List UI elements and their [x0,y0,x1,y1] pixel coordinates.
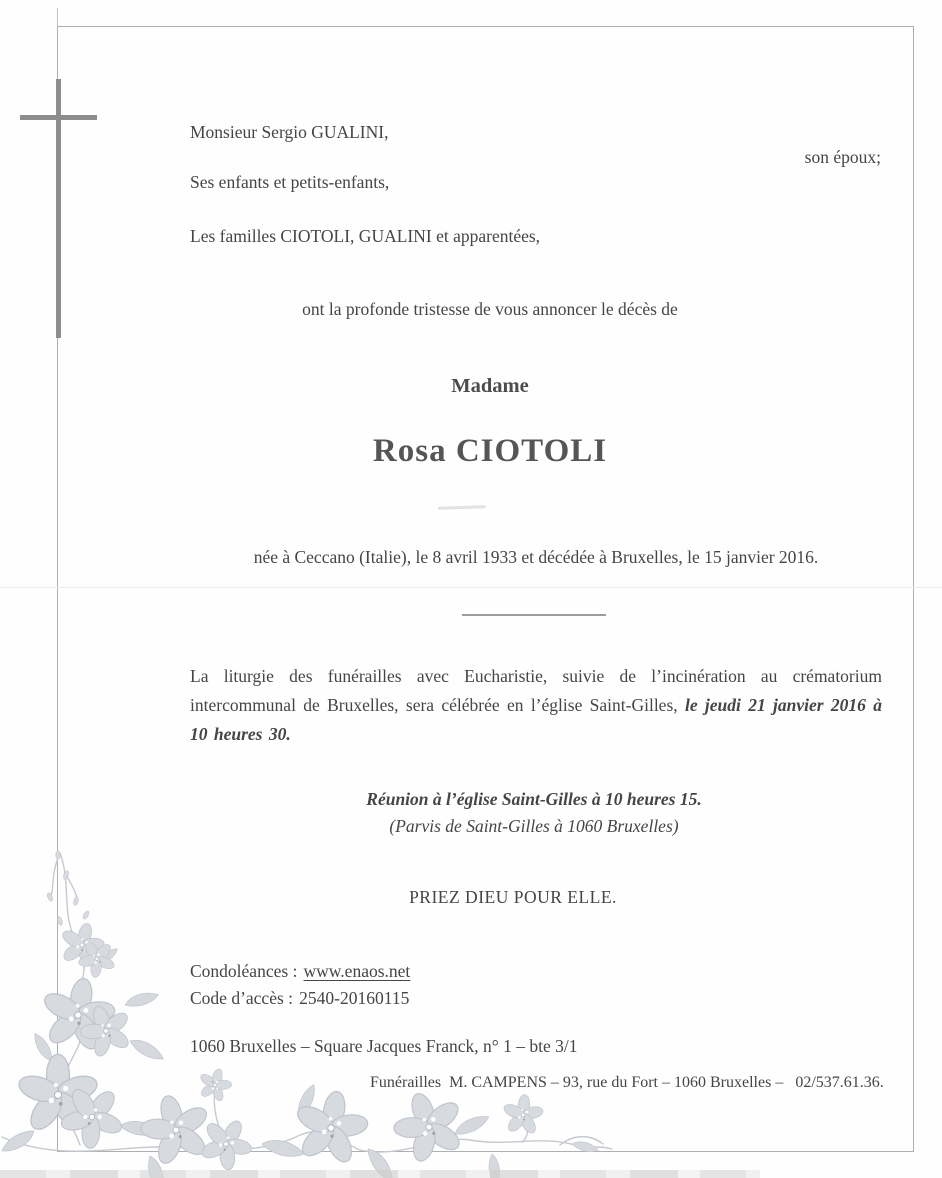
liturgy-paragraph [190,662,882,749]
families-line: Les familles CIOTOLI, GUALINI et apparentées, [190,226,541,246]
civility-title: Madame [451,375,529,397]
access-code-label: Code d’accès : [190,988,294,1008]
meeting-line: Réunion à l’église Saint-Gilles à 10 heures 15. [366,789,702,809]
children-line: Ses enfants et petits-enfants, [190,172,390,192]
condolences-label: Condoléances : [190,961,298,981]
condolences-url: www.enaos.net [303,961,411,981]
meeting-location-line: (Parvis de Saint-Gilles à 1060 Bruxelles) [389,816,679,836]
deceased-name: Rosa CIOTOLI [372,433,608,469]
spouse-name-line: Monsieur Sergio GUALINI, [190,122,389,142]
scan-artifact-line [0,587,942,588]
announcement-intro: ont la profonde tristesse de vous annoncer le décès de [302,299,678,319]
liturgy-date-highlight: le jeudi 21 janvier 2016 à 10 heures 30. [190,695,883,744]
family-address-line: 1060 Bruxelles – Square Jacques Franck, n° 1 – bte 3/1 [190,1036,578,1056]
access-code-value: 2540-20160115 [299,988,410,1008]
spouse-relation-line: son époux; [804,147,881,167]
floral-decoration [0,845,620,1178]
section-divider [462,614,606,616]
prayer-line: PRIEZ DIEU POUR ELLE. [409,887,617,907]
liturgy-text: La liturgie des funérailles avec Eucharistie, suivie de l’incinération au crématorium intercommunal de Bruxelles, sera célébrée en l’église Saint-Gilles, [190,666,882,715]
scan-fold-line [57,8,58,26]
life-dates-line: née à Ceccano (Italie), le 8 avril 1933 et décédée à Bruxelles, le 15 janvier 2016. [253,547,819,567]
scan-edge-band [0,1170,760,1178]
funeral-home-line: Funérailles M. CAMPENS – 93, rue du Fort – 1060 Bruxelles – 02/537.61.36. [370,1074,884,1091]
